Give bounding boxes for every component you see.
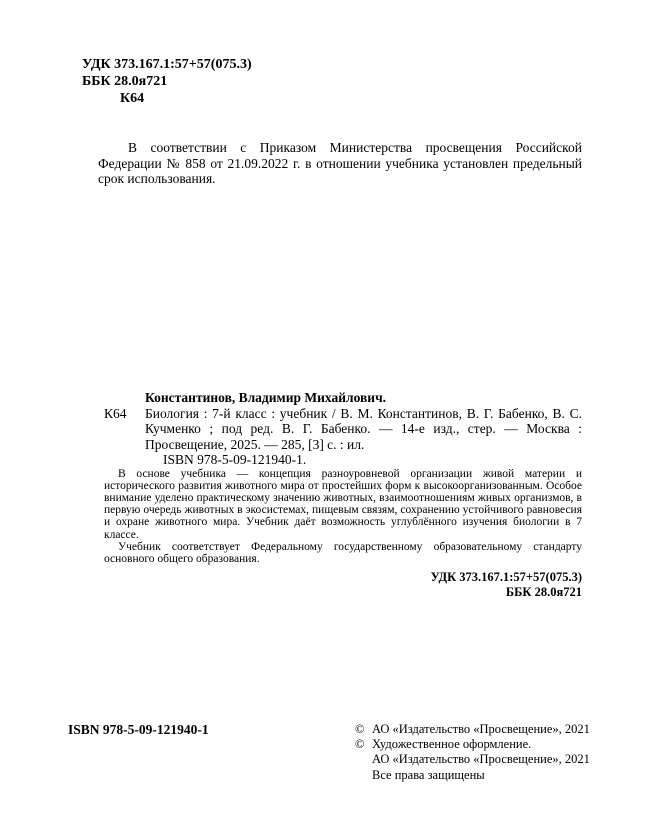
copyright-line [355, 752, 590, 767]
copyright-symbol: © [355, 737, 365, 752]
udk-code: УДК 373.167.1:57+57(075.3) [82, 57, 252, 72]
catalog-isbn: ISBN 978-5-09-121940-1. [163, 452, 307, 467]
annotation-paragraph-1: В основе учебника — концепция разноуровневой организации живой материи и исторического развития животного мира от простейших форм к высокоорганизованным. Особое внимание уделено практическому значению животных, взаимоотношениям живых организмов, в первую очередь животных в экосистемах, пищевым связям, сохранению устойчивого равновесия и охране животного мира. Учебник даёт возможность углублённого изучения биологии в 7 классе. [104, 467, 582, 541]
k64-code: К64 [120, 91, 145, 106]
udk-code-right: УДК 373.167.1:57+57(075.3) [430, 570, 582, 585]
bibliographic-row [104, 406, 582, 453]
copyright-line [355, 737, 590, 752]
copyright-text: АО «Издательство «Просвещение», 2021 [372, 722, 590, 736]
usage-notice-paragraph: В соответствии с Приказом Министерства просвещения Российской Федерации № 858 от 21.09.2022 г. в отношении учебника установлен предельный срок использования. [98, 140, 582, 186]
copyright-line [355, 722, 590, 737]
copyright-line [355, 768, 590, 783]
copyright-symbol [355, 768, 372, 783]
bibliographic-description: Биология : 7-й класс : учебник / В. М. Константинов, В. Г. Бабенко, В. С. Кучменко ; под ред. В. Г. Бабенко. — 14-е изд., стер. — Москва : Просвещение, 2025. — 285, [3] с. : ил. [145, 405, 582, 452]
k64-margin-code: К64 [104, 405, 127, 421]
bbk-code: ББК 28.0я721 [82, 74, 168, 89]
classification-codes [82, 56, 252, 107]
bbk-code-right: ББК 28.0я721 [505, 584, 582, 599]
copyright-text: Все права защищены [372, 767, 485, 782]
classification-codes-right [104, 570, 582, 599]
annotation-paragraph-2: Учебник соответствует Федеральному государственному образовательному стандарту основного общего образования. [104, 540, 582, 565]
author-heading: Константинов, Владимир Михайлович. [145, 390, 387, 405]
catalog-entry [104, 390, 582, 599]
copyright-text: Художественное оформление. [372, 737, 532, 752]
copyright-symbol [355, 752, 372, 767]
footer-isbn: ISBN 978-5-09-121940-1 [68, 722, 209, 737]
copyright-symbol: © [355, 722, 365, 736]
copyright-text: АО «Издательство «Просвещение», 2021 [372, 752, 590, 767]
copyright-block [355, 722, 590, 783]
